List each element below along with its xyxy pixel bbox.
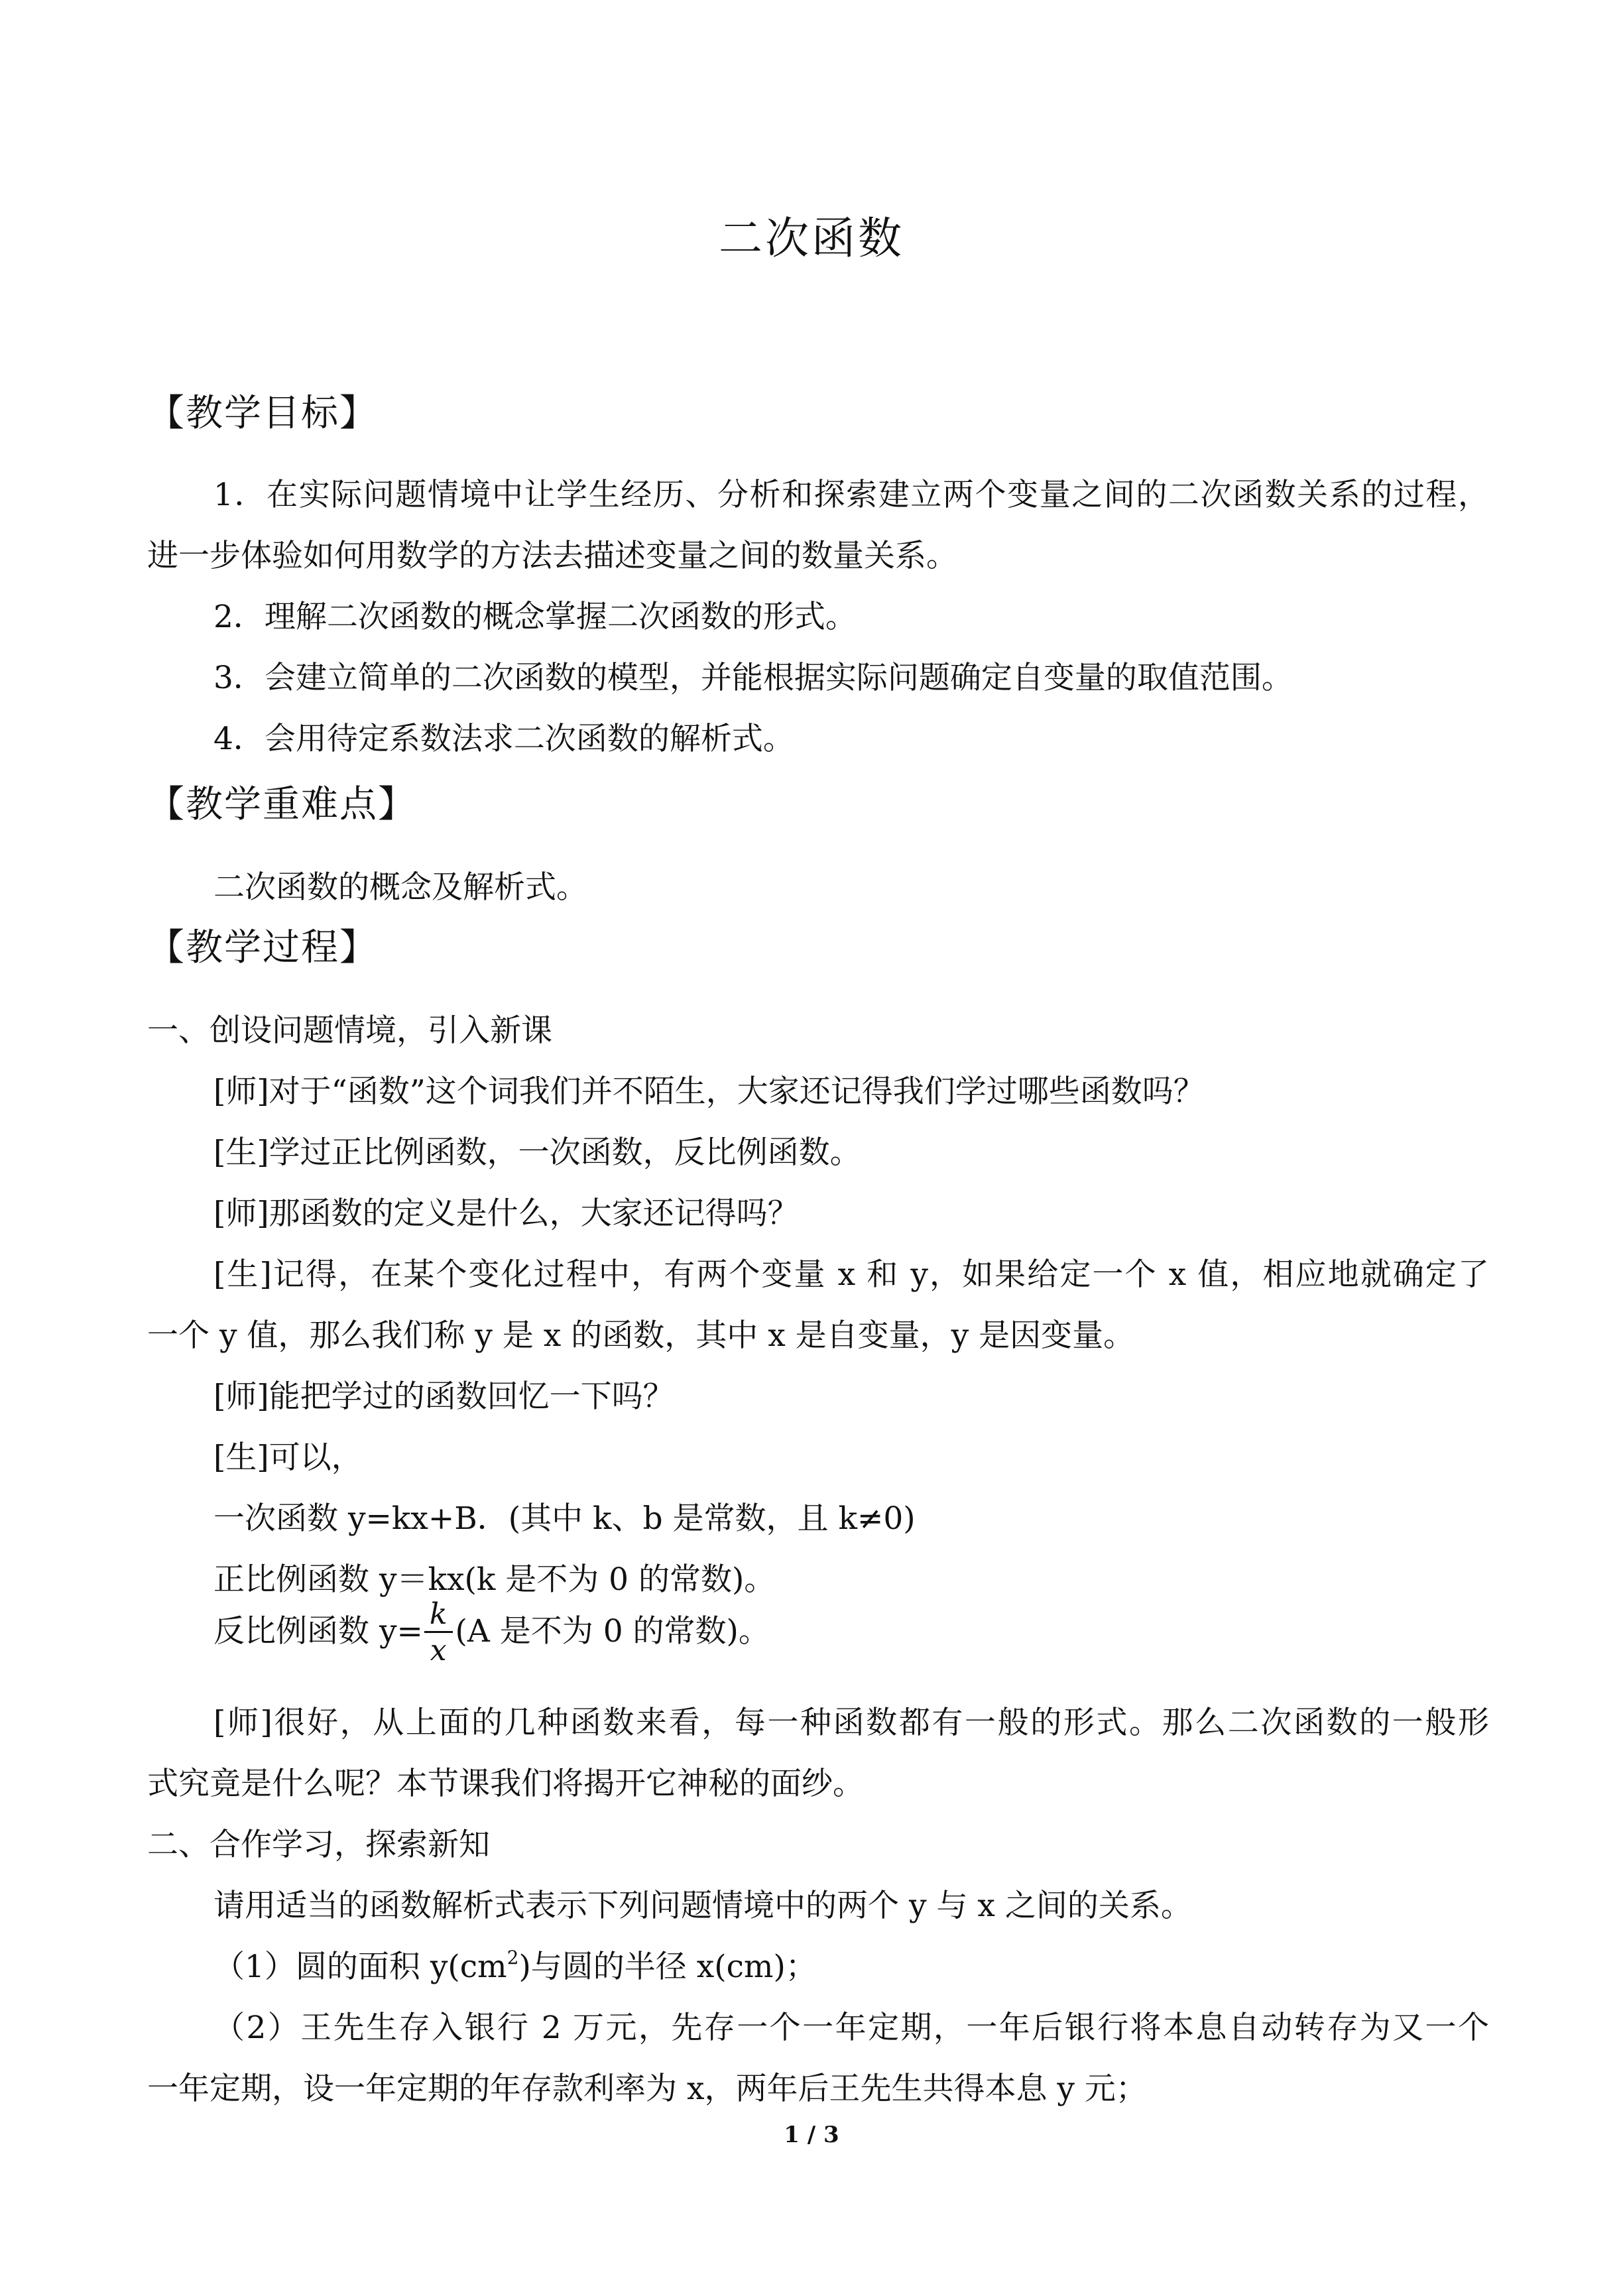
section-heading-process: 【教学过程】 [147, 926, 378, 969]
dialogue-line-5: [师]能把学过的函数回忆一下吗？ [213, 1378, 674, 1415]
formula-linear-function: 一次函数 y=kx+B．(其中 k、b 是常数，且 k≠0) [213, 1500, 916, 1537]
goal-4: 4．会用待定系数法求二次函数的解析式。 [213, 721, 794, 757]
section-heading-key-points: 【教学重难点】 [147, 783, 416, 826]
process-step-2-heading: 二、合作学习，探索新知 [147, 1827, 490, 1863]
formula-inverse-prefix: 反比例函数 y= [213, 1612, 423, 1650]
superscript-2: 2 [507, 1947, 519, 1968]
section-heading-goals: 【教学目标】 [147, 392, 378, 435]
goal-3: 3．会建立简单的二次函数的模型，并能根据实际问题确定自变量的取值范围。 [213, 660, 1293, 696]
dialogue-line-7-part-2: 式究竟是什么呢？本节课我们将揭开它神秘的面纱。 [147, 1766, 864, 1802]
dialogue-line-2: [生]学过正比例函数，一次函数，反比例函数。 [213, 1134, 861, 1171]
dialogue-line-4-part-2: 一个 y 值，那么我们称 y 是 x 的函数，其中 x 是自变量，y 是因变量。 [147, 1317, 1135, 1354]
goal-2: 2．理解二次函数的概念掌握二次函数的形式。 [213, 599, 857, 635]
fraction-denominator: x [430, 1634, 447, 1668]
fraction-k-over-x [424, 1599, 453, 1668]
dialogue-line-6: [生]可以， [213, 1439, 363, 1476]
question-1 [213, 1948, 817, 1987]
question-intro: 请用适当的函数解析式表示下列问题情境中的两个 y 与 x 之间的关系。 [213, 1888, 1192, 1924]
goal-1-line-1: 1．在实际问题情境中让学生经历、分析和探索建立两个变量之间的二次函数关系的过程， [213, 477, 1489, 513]
dialogue-line-7-part-1: [师]很好，从上面的几种函数来看，每一种函数都有一般的形式。那么二次函数的一般形 [213, 1705, 1489, 1741]
page-number: 1 / 3 [784, 2122, 839, 2148]
page-title: 二次函数 [719, 213, 904, 264]
question-2-line-2: 一年定期，设一年定期的年存款利率为 x，两年后王先生共得本息 y 元； [147, 2071, 1147, 2107]
formula-inverse-suffix: (A 是不为 0 的常数)。 [455, 1612, 770, 1650]
question-1-prefix: （1）圆的面积 y(cm [213, 1949, 507, 1985]
process-step-1-heading: 一、创设问题情境，引入新课 [147, 1012, 552, 1049]
formula-inverse-function [213, 1599, 770, 1668]
question-2-line-1: （2）王先生存入银行 2 万元，先存一个一年定期，一年后银行将本息自动转存为又一个 [213, 2010, 1489, 2046]
dialogue-line-4-part-1: [生]记得，在某个变化过程中，有两个变量 x 和 y，如果给定一个 x 值，相应地就确定了 [213, 1256, 1489, 1293]
goal-1-line-2: 进一步体验如何用数学的方法去描述变量之间的数量关系。 [147, 538, 957, 574]
formula-proportional-function: 正比例函数 y＝kx(k 是不为 0 的常数)。 [213, 1561, 776, 1598]
dialogue-line-1: [师]对于“函数”这个词我们并不陌生，大家还记得我们学过哪些函数吗？ [213, 1073, 1205, 1110]
dialogue-line-3: [师]那函数的定义是什么，大家还记得吗？ [213, 1195, 799, 1232]
key-points-text: 二次函数的概念及解析式。 [213, 869, 587, 906]
fraction-numerator: k [424, 1599, 453, 1633]
question-1-suffix: )与圆的半径 x(cm)； [518, 1949, 817, 1985]
